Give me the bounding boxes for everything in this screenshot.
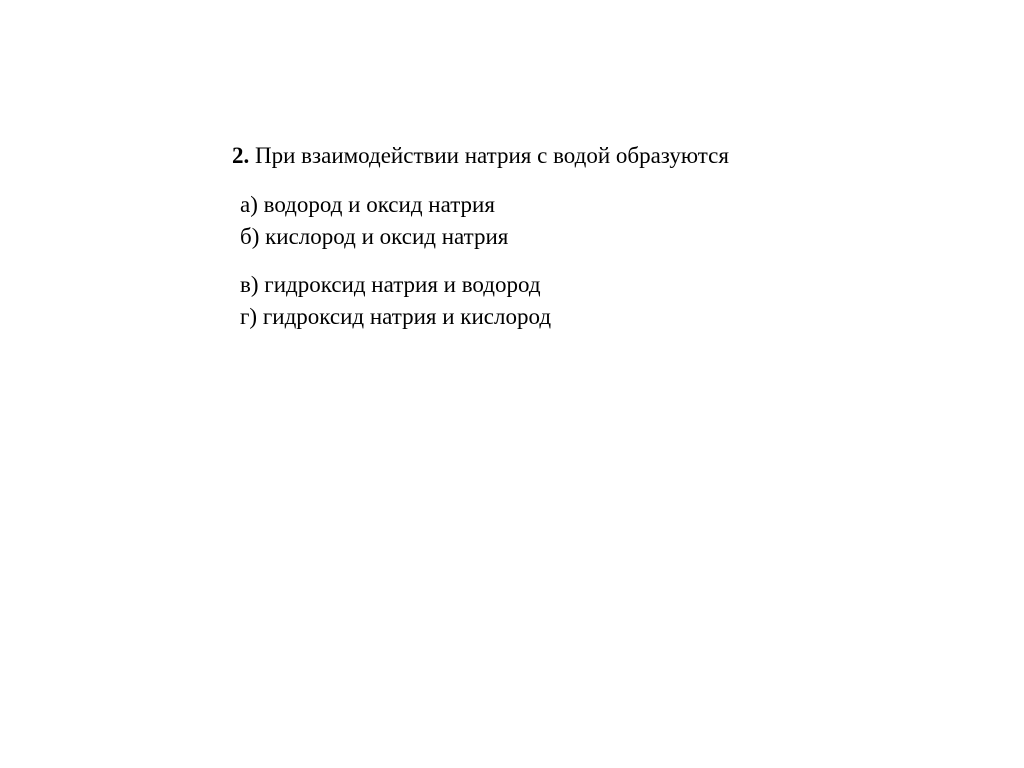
answer-option-a: а) водород и оксид натрия [240,192,495,217]
answer-option-c: в) гидроксид натрия и водород [240,272,541,297]
question-text [232,142,729,170]
question-number: 2. [232,143,250,168]
question-prompt: При взаимодействии натрия с водой образуются [255,143,729,168]
answer-option-d: г) гидроксид натрия и кислород [240,304,552,329]
answer-option-b: б) кислород и оксид натрия [240,224,509,249]
